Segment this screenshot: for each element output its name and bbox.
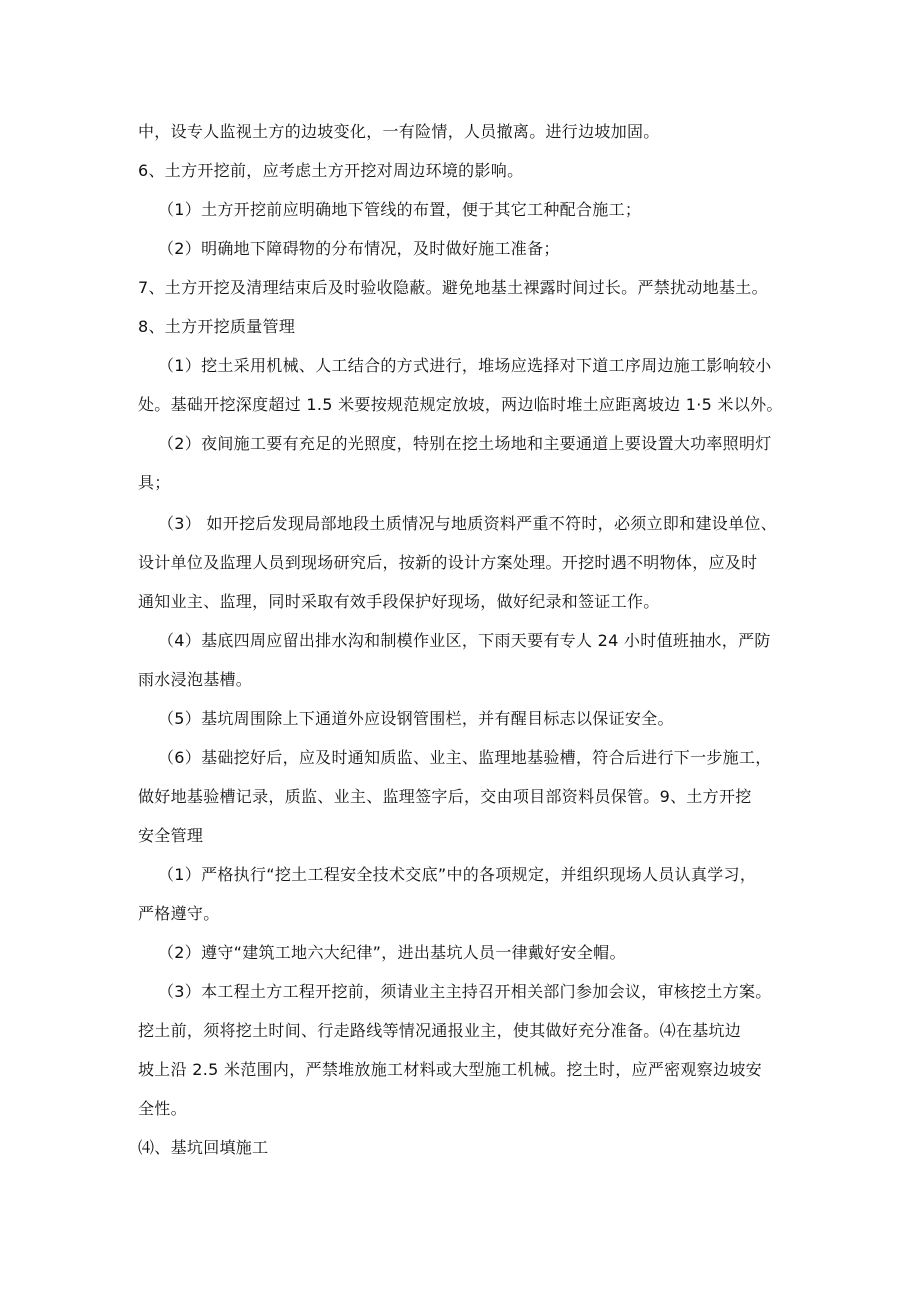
text-line: 通知业主、监理，同时采取有效手段保护好现场，做好纪录和签证工作。 — [138, 592, 660, 611]
text-line: 挖土前，须将挖土时间、行走路线等情况通报业主，使其做好充分准备。⑷在基坑边 — [138, 1021, 742, 1040]
list-item: （2）遵守“建筑工地六大纪律”，进出基坑人员一律戴好安全帽。 — [158, 943, 626, 962]
list-item: （1）土方开挖前应明确地下管线的布置，便于其它工种配合施工； — [158, 200, 642, 219]
list-item: （5）基坑周围除上下通道外应设钢管围栏，并有醒目标志以保证安全。 — [158, 709, 674, 728]
list-item: （6）基础挖好后，应及时通知质监、业主、监理地基验槽，符合后进行下一步施工， — [158, 748, 772, 767]
text-line: 中，设专人监视土方的边坡变化，一有险情，人员撤离。进行边坡加固。 — [138, 122, 660, 141]
text-line: 雨水浸泡基槽。 — [138, 670, 253, 689]
text-line: 严格遵守。 — [138, 904, 220, 923]
text-line: 处。基础开挖深度超过 1.5 米要按规范规定放坡，两边临时堆土应距离坡边 1·5 米以外。 — [138, 395, 783, 414]
text-line: 安全管理 — [138, 826, 204, 845]
text-line: 设计单位及监理人员到现场研究后，按新的设计方案处理。开挖时遇不明物体，应及时 — [138, 553, 758, 572]
text-line: 做好地基验槽记录，质监、业主、监理签字后，交由项目部资料员保管。9、土方开挖 — [138, 787, 752, 806]
text-line: 坡上沿 2.5 米范围内，严禁堆放施工材料或大型施工机械。挖土时，应严密观察边坡安 — [138, 1060, 762, 1079]
list-item: （1）严格执行“挖土工程安全技术交底”中的各项规定，并组织现场人员认真学习， — [158, 865, 757, 884]
section-heading: 8、土方开挖质量管理 — [138, 317, 296, 336]
section-heading: 7、土方开挖及清理结束后及时验收隐蔽。避免地基土裸露时间过长。严禁扰动地基土。 — [138, 278, 768, 297]
section-heading: 6、土方开挖前，应考虑土方开挖对周边环境的影响。 — [138, 161, 524, 180]
list-item: （2）明确地下障碍物的分布情况，及时做好施工准备； — [158, 239, 560, 258]
list-item: （3）本工程土方工程开挖前，须请业主主持召开相关部门参加会议，审核挖土方案。 — [158, 982, 772, 1001]
list-item: （1）挖土采用机械、人工结合的方式进行，堆场应选择对下道工序周边施工影响较小 — [158, 356, 772, 375]
text-line: 具； — [138, 473, 171, 492]
text-line: 全性。 — [138, 1099, 187, 1118]
list-item: （3） 如开挖后发现局部地段土质情况与地质资料严重不符时，必须立即和建设单位、 — [158, 514, 777, 533]
section-heading: ⑷、基坑回填施工 — [138, 1138, 269, 1157]
list-item: （4）基底四周应留出排水沟和制模作业区，下雨天要有专人 24 小时值班抽水，严防 — [158, 631, 771, 650]
list-item: （2）夜间施工要有充足的光照度，特别在挖土场地和主要通道上要设置大功率照明灯 — [158, 434, 772, 453]
